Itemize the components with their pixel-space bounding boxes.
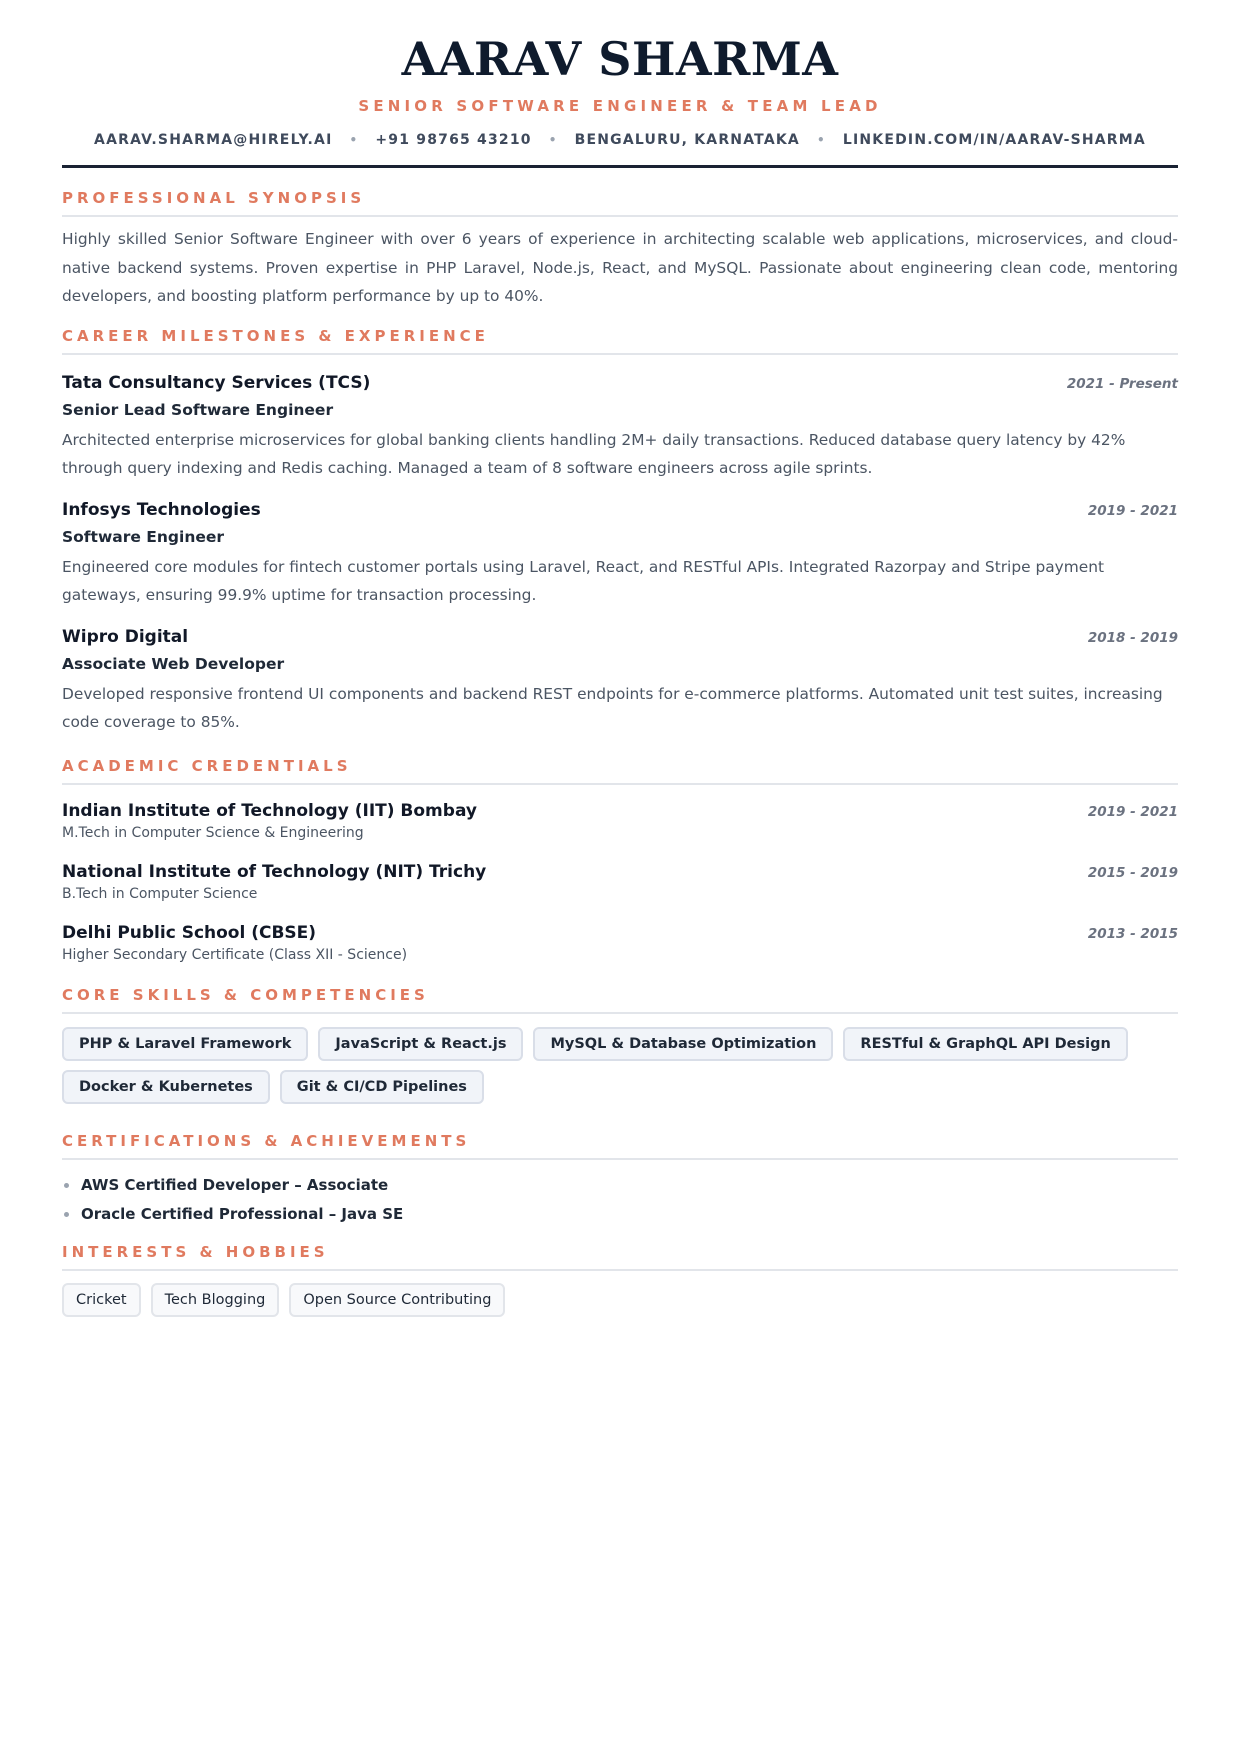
interests-section [62,1242,1178,1317]
synopsis-section [62,188,1178,311]
section-heading: CERTIFICATIONS & ACHIEVEMENTS [62,1131,1178,1160]
education-dates: 2015 - 2019 [1087,864,1178,881]
contact-separator: • [816,133,826,147]
interest-tag: Tech Blogging [151,1283,280,1317]
candidate-name: AARAV SHARMA [401,32,839,86]
experience-section [62,326,1178,736]
job-entry [62,498,1178,609]
job-entry [62,625,1178,736]
job-company: Tata Consultancy Services (TCS) [62,372,371,393]
skills-section [62,985,1178,1113]
job-entry [62,371,1178,482]
section-heading: INTERESTS & HOBBIES [62,1242,1178,1271]
certification-item: AWS Certified Developer – Associate [62,1175,1178,1195]
education-institution: Indian Institute of Technology (IIT) Bombay [62,800,477,821]
education-section [62,756,1178,965]
contact-separator: • [548,133,558,147]
job-description: Architected enterprise microservices for global banking clients handling 2M+ daily transactions. Reduced database query latency by 42% through query indexing and Redis caching. Managed a team of 8 software engineers across agile sprints. [62,430,1126,477]
job-role: Associate Web Developer [62,654,285,673]
certifications-list [62,1175,1178,1224]
education-degree: B.Tech in Computer Science [62,885,258,902]
skill-tag: MySQL & Database Optimization [533,1027,833,1061]
skills-list [62,1027,1178,1113]
education-institution: Delhi Public School (CBSE) [62,922,317,943]
education-entry [62,860,1178,904]
certifications-section [62,1131,1178,1224]
job-role: Senior Lead Software Engineer [62,400,334,419]
education-degree: M.Tech in Computer Science & Engineering [62,824,364,841]
skill-tag: PHP & Laravel Framework [62,1027,308,1061]
skill-tag: RESTful & GraphQL API Design [843,1027,1127,1061]
interest-tag: Cricket [62,1283,141,1317]
section-heading: CORE SKILLS & COMPETENCIES [62,985,1178,1014]
job-description: Engineered core modules for fintech customer portals using Laravel, React, and RESTful APIs. Integrated Razorpay and Stripe payment gateways, ensuring 99.9% uptime for transaction processing. [62,557,1105,604]
education-dates: 2013 - 2015 [1087,925,1178,942]
interest-tag: Open Source Contributing [289,1283,505,1317]
candidate-title: SENIOR SOFTWARE ENGINEER & TEAM LEAD [358,97,882,115]
resume-header [62,0,1178,168]
education-entry [62,921,1178,965]
section-heading: CAREER MILESTONES & EXPERIENCE [62,326,1178,355]
skill-tag: Docker & Kubernetes [62,1070,270,1104]
header-divider [62,165,1178,168]
contact-email: AARAV.SHARMA@HIRELY.AI [94,132,333,148]
job-company: Wipro Digital [62,626,189,647]
synopsis-text: Highly skilled Senior Software Engineer with over 6 years of experience in architecting scalable web applications, microservices, and cloud-native backend systems. Proven expertise in PHP Laravel, Node.js, React, and MySQL. Passionate about engineering clean code, mentoring developers, and boosting platform performance by up to 40%. [62,230,1178,305]
contact-linkedin: LINKEDIN.COM/IN/AARAV-SHARMA [842,132,1146,148]
section-heading: PROFESSIONAL SYNOPSIS [62,188,1178,217]
interests-list [62,1283,1178,1317]
section-heading: ACADEMIC CREDENTIALS [62,756,1178,785]
education-degree: Higher Secondary Certificate (Class XII - Science) [62,946,408,963]
education-dates: 2019 - 2021 [1087,803,1178,820]
job-dates: 2018 - 2019 [1087,629,1178,646]
job-description: Developed responsive frontend UI components and backend REST endpoints for e-commerce platforms. Automated unit test suites, increasing code coverage to 85%. [62,684,1163,731]
job-dates: 2021 - Present [1066,375,1178,392]
skill-tag: JavaScript & React.js [318,1027,523,1061]
contact-line [62,130,1178,150]
skill-tag: Git & CI/CD Pipelines [280,1070,484,1104]
contact-phone: +91 98765 43210 [375,132,532,148]
job-role: Software Engineer [62,527,225,546]
job-company: Infosys Technologies [62,499,261,520]
education-entry [62,799,1178,843]
education-institution: National Institute of Technology (NIT) Trichy [62,861,487,882]
job-dates: 2019 - 2021 [1087,502,1178,519]
certification-item: Oracle Certified Professional – Java SE [62,1204,1178,1224]
contact-location: BENGALURU, KARNATAKA [574,132,800,148]
contact-separator: • [349,133,359,147]
